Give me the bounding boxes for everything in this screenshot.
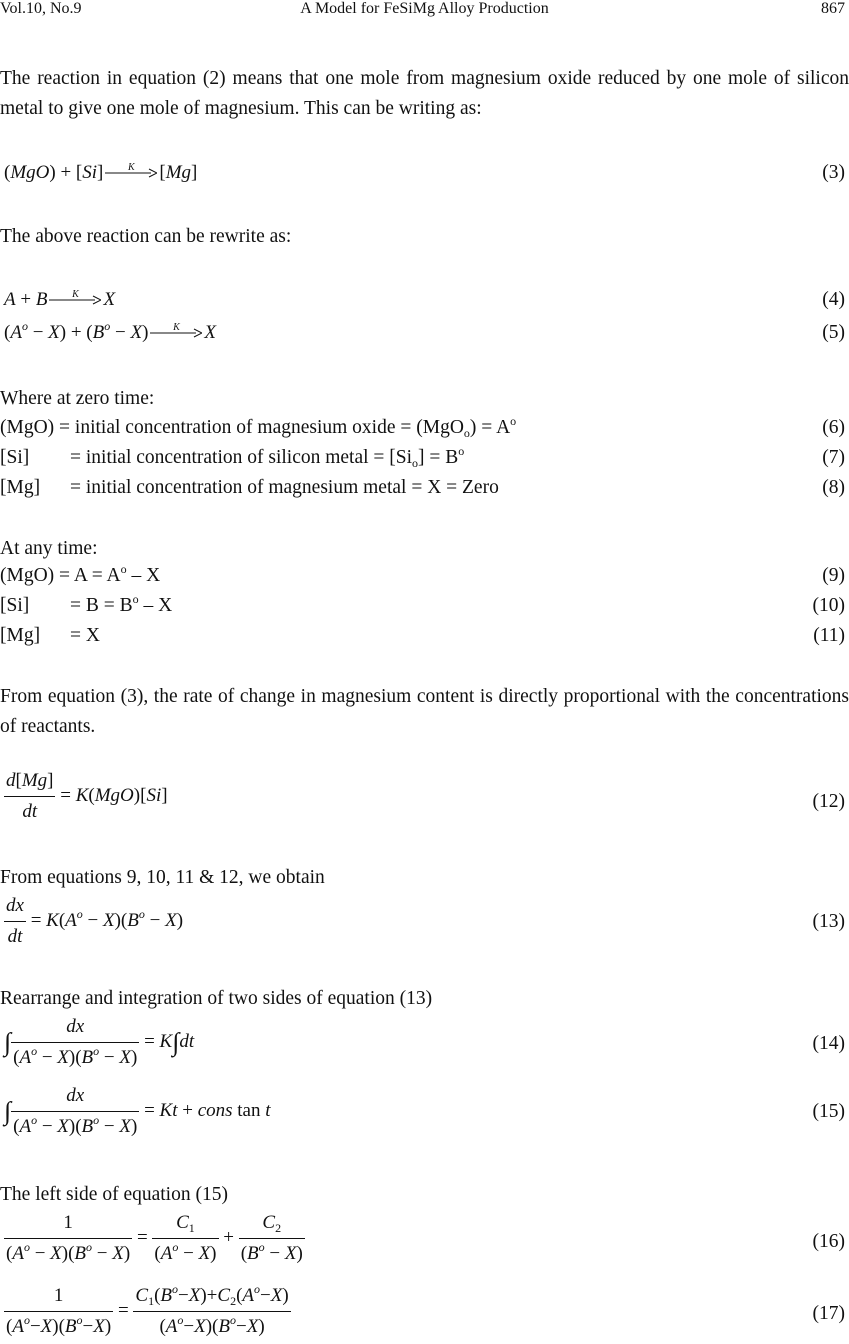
paragraph-left-side: The left side of equation (15) — [0, 1184, 228, 1205]
reaction-arrow: K — [49, 289, 101, 307]
page-number: 867 — [821, 0, 845, 17]
equation-number-9: (9) — [822, 565, 845, 586]
equation-12: $\frac{d[Mg]}{dt}$ = K(MgO)[Si] — [6, 770, 168, 822]
definition-initial-mg: [Mg] = initial concentration of magnesium metal = X = Zero — [0, 477, 499, 498]
equation-number-17: (17) — [812, 1303, 845, 1324]
paragraph-any-time: At any time: — [0, 538, 98, 559]
equation-number-11: (11) — [813, 625, 845, 646]
equation-number-4: (4) — [822, 289, 845, 310]
equation-5: $(A^o - X) + (B^o - X)$ K X — [4, 319, 217, 343]
paragraph-zero-time: Where at zero time: — [0, 388, 155, 409]
equation-number-12: (12) — [812, 791, 845, 812]
equation-number-14: (14) — [812, 1033, 845, 1054]
equation-13: $\frac{dx}{dt}$ = $K(A^o - X)(B^o - X)$ — [6, 895, 184, 947]
definition-mgo-any-time: $(MgO) = A = A^o - X$ — [0, 562, 161, 586]
equation-number-10: (10) — [812, 595, 845, 616]
definition-mg-any-time: [Mg] = X — [0, 625, 100, 646]
equation-3: (MgO) + [Si] K [Mg] — [4, 162, 198, 183]
equation-number-15: (15) — [812, 1101, 845, 1122]
paragraph-obtain: From equations 9, 10, 11 & 12, we obtain — [0, 867, 325, 888]
equation-number-6: (6) — [822, 417, 845, 438]
definition-initial-si: [Si] = initial concentration of silicon metal = $[Si_o] = B^o$ — [0, 444, 465, 470]
equation-number-16: (16) — [812, 1231, 845, 1252]
paragraph-rate-of-change: From equation (3), the rate of change in magnesium content is directly proportional with the concentrations of reactants. — [0, 686, 849, 737]
equation-4: A + B K X — [4, 289, 116, 310]
definition-si-any-time: $[Si] = B = B^o - X$ — [0, 592, 173, 616]
equation-17: $\frac{1}{(A^o-X)(B^o-X)}$ = $\frac{C_1(B^o-X)+C_2(A^o-X)}{(A^o-X)(B^o-X)}$ — [6, 1282, 289, 1337]
running-header-title: A Model for FeSiMg Alloy Production — [300, 0, 549, 17]
paragraph-reaction-meaning: The reaction in equation (2) means that one mole from magnesium oxide reduced by one mole of silicon metal to give one mole of magnesium. This can be writing as: — [0, 68, 849, 119]
paragraph-rewrite: The above reaction can be rewrite as: — [0, 226, 292, 247]
equation-number-5: (5) — [822, 322, 845, 343]
equation-14: ∫ $\frac{dx}{(A^o - X)(B^o - X)}$ = K∫dt — [4, 1016, 195, 1068]
paragraph-rearrange: Rearrange and integration of two sides of equation (13) — [0, 988, 433, 1009]
running-header-volume: Vol.10, No.9 — [0, 0, 82, 17]
equation-number-8: (8) — [822, 477, 845, 498]
equation-number-7: (7) — [822, 447, 845, 468]
definition-initial-mgo: (MgO) = initial concentration of magnesium oxide = $(MgO_o) = A^o$ — [0, 414, 517, 440]
equation-number-3: (3) — [822, 162, 845, 183]
reaction-arrow: K — [150, 322, 202, 340]
equation-number-13: (13) — [812, 911, 845, 932]
equation-16: $\frac{1}{(A^o - X)(B^o - X)}$ = $\frac{C_1}{(A^o - X)}$ + $\frac{C_2}{(B^o - X)}$ — [6, 1212, 303, 1264]
reaction-arrow: K — [105, 162, 157, 180]
equation-15: ∫ $\frac{dx}{(A^o - X)(B^o - X)}$ = Kt + cons tan t — [4, 1085, 271, 1137]
